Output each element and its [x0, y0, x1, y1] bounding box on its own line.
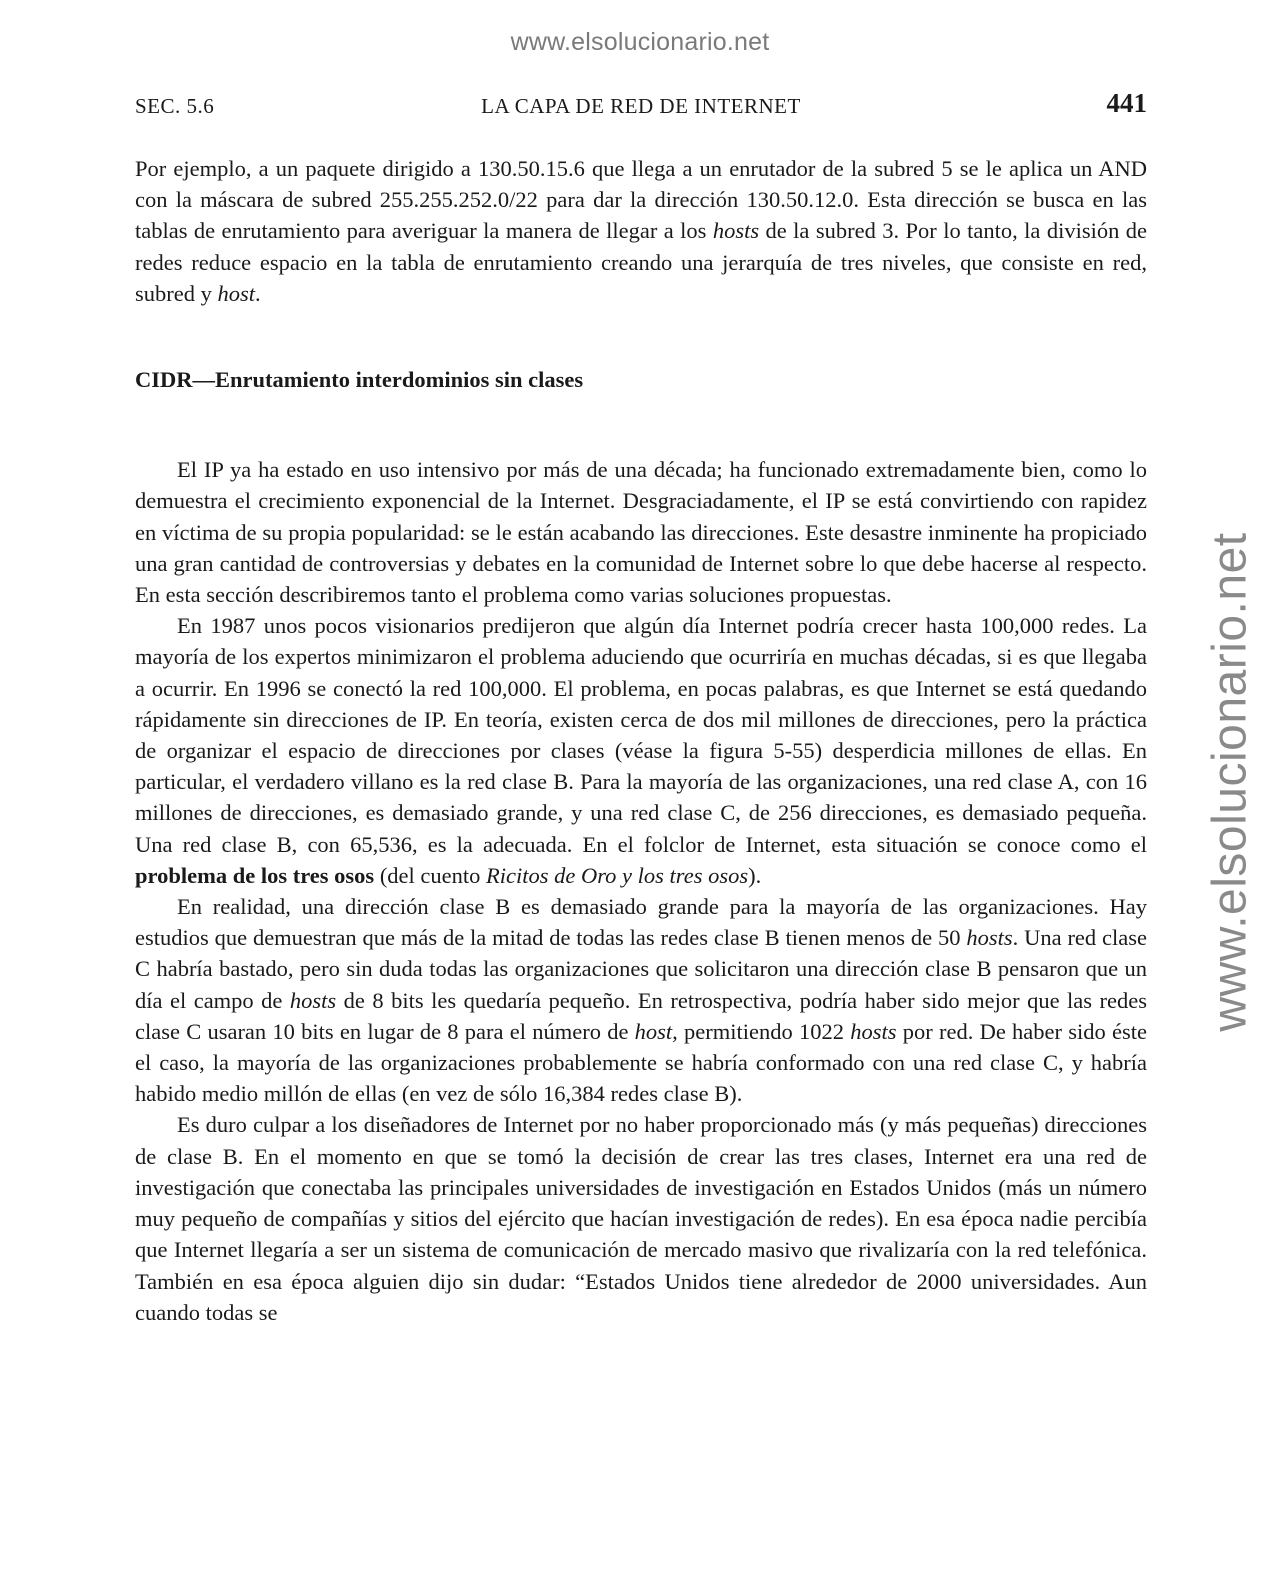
italic-term: hosts: [289, 987, 337, 1013]
text-run: de 8 bits les quedaría pequeño. En retrospectiva, podría haber sido mejor que las redes clase C usaran 10 bits en lugar de 8 para el número de: [135, 987, 1148, 1044]
paragraph-3: [135, 891, 1147, 1109]
bold-term: problema de los tres osos: [135, 862, 375, 888]
text-run: En realidad, una dirección clase B es demasiado grande para la mayoría de las organizaciones. Hay estudios que demuestran que más de la mitad de todas las redes clase B tienen menos de 50: [135, 894, 1147, 951]
page-number: 441: [1106, 88, 1147, 118]
text-run: de la subred 3. Por lo tanto, la división de redes reduce espacio en la tabla de enrutamiento creando una jerarquía de tres niveles, que consiste en red, subred y: [135, 218, 1147, 306]
intro-paragraph: [135, 153, 1147, 309]
italic-term: hosts: [850, 1018, 897, 1044]
text-run: ).: [748, 862, 762, 888]
running-head: [135, 90, 1147, 126]
text-run: Por ejemplo, a un paquete dirigido a 130.50.15.6 que llega a un enrutador de la subred 5 se le aplica un AND con la máscara de subred 255.255.252.0/22 para dar la dirección 130.50.12.0. Esta dirección se busca en las tablas de enrutamiento para averiguar la manera de llegar a los: [135, 156, 1147, 244]
text-run: por red. De haber sido éste el caso, la mayoría de las organizaciones probablemente se habría conformado con una red clase C, y habría habido medio millón de ellas (en vez de sólo 16,384 redes clase B).: [135, 1018, 1147, 1107]
section-heading: CIDR—Enrutamiento interdominios sin clases: [135, 367, 584, 393]
italic-title: Ricitos de Oro y los tres osos: [486, 862, 749, 888]
page-body: [135, 153, 1147, 1328]
watermark-side: www.elsolucionario.net: [1203, 532, 1257, 1032]
text-run: . Una red clase C habría bastado, pero sin duda todas las organizaciones que solicitaron una dirección clase B pensaron que un día el campo de: [135, 925, 1147, 1013]
watermark-top: www.elsolucionario.net: [510, 28, 770, 56]
chapter-title: LA CAPA DE RED DE INTERNET: [481, 94, 801, 118]
italic-term: host: [217, 280, 256, 306]
italic-term: hosts: [712, 218, 760, 244]
text-run: .: [255, 280, 261, 306]
paragraph-4: Es duro culpar a los diseñadores de Internet por no haber proporcionado más (y más pequeñas) direcciones de clase B. En el momento en que se tomó la decisión de crear las tres clases, Internet era una red de investigación que conectaba las principales universidades de investigación en Estados Unidos (más un número muy pequeño de compañías y sitios del ejército que hacían investigación de redes). En esa época nadie percibía que Internet llegaría a ser un sistema de comunicación de mercado masivo que rivalizaría con la red telefónica. También en esa época alguien dijo sin dudar: “Estados Unidos tiene alrededor de 2000 universidades. Aun cuando todas se: [135, 1112, 1147, 1325]
italic-term: host,: [634, 1018, 678, 1044]
text-run: (del cuento: [374, 862, 487, 888]
paragraph-1: El IP ya ha estado en uso intensivo por más de una década; ha funcionado extremadamente bien, como lo demuestra el crecimiento exponencial de la Internet. Desgraciadamente, el IP se está convirtiendo con rapidez en víctima de su propia popularidad: se le están acabando las direcciones. Este desastre inminente ha propiciado una gran cantidad de controversias y debates en la comunidad de Internet sobre lo que debe hacerse al respecto. En esta sección describiremos tanto el problema como varias soluciones propuestas.: [135, 457, 1147, 608]
text-run: permitiendo 1022: [677, 1018, 851, 1044]
section-number: SEC. 5.6: [135, 94, 215, 118]
italic-term: hosts: [966, 925, 1013, 951]
paragraph-2: [135, 610, 1147, 891]
text-run: En 1987 unos pocos visionarios predijeron que algún día Internet podría crecer hasta 100,000 redes. La mayoría de los expertos minimizaron el problema aduciendo que ocurriría en muchas décadas, si es que llegaba a ocurrir. En 1996 se conectó la red 100,000. El problema, en pocas palabras, es que Internet se está quedando rápidamente sin direcciones de IP. En teoría, existen cerca de dos mil millones de direcciones, pero la práctica de organizar el espacio de direcciones por clases (véase la figura 5-55) desperdicia millones de ellas. En particular, el verdadero villano es la red clase B. Para la mayoría de las organizaciones, una red clase A, con 16 millones de direcciones, es demasiado grande, y una red clase C, de 256 direcciones, es demasiado pequeña. Una red clase B, con 65,536, es la adecuada. En el folclor de Internet, esta situación se conoce como el: [135, 613, 1147, 857]
